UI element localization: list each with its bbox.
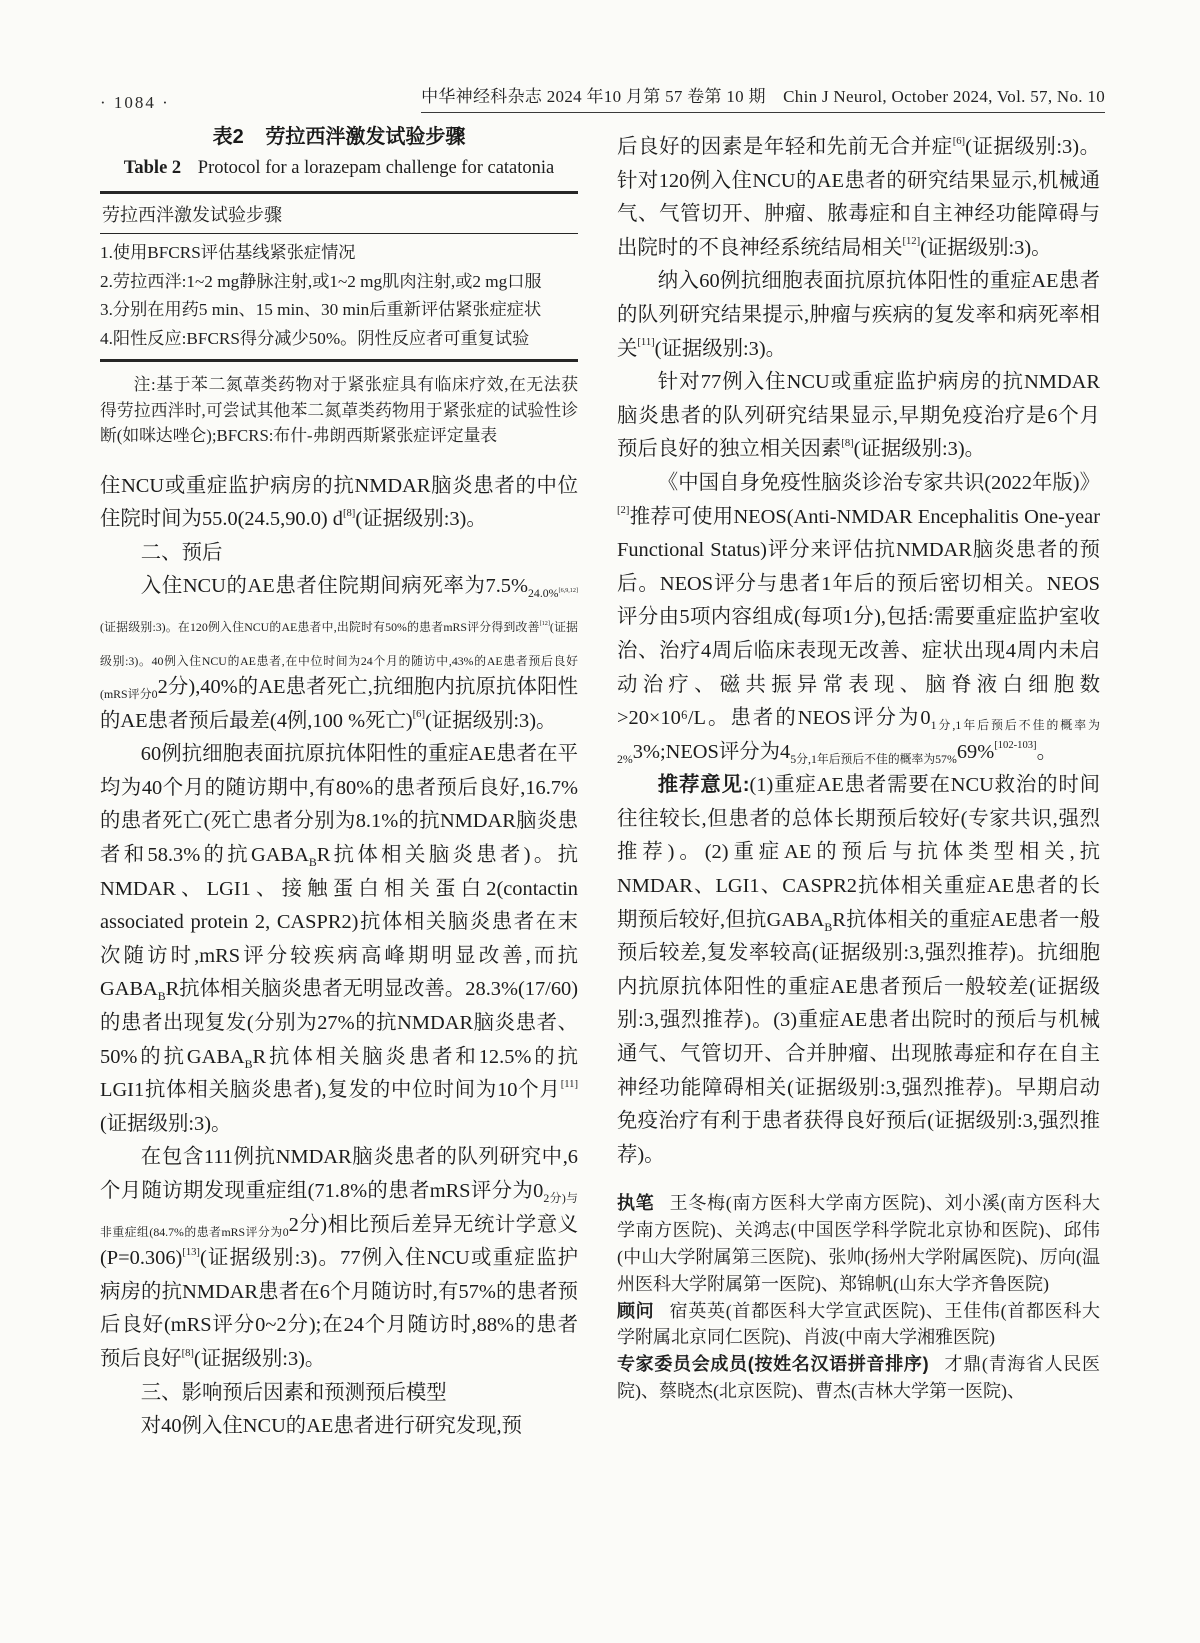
protocol-table-header: 劳拉西泮激发试验步骤 bbox=[100, 194, 578, 234]
journal-title: 中华神经科杂志 2024 年10 月第 57 卷第 10 期 Chin J Neurol, October 2024, Vol. 57, No. 10 bbox=[421, 82, 1105, 113]
left-column-body bbox=[100, 470, 578, 1444]
table-row: 2.劳拉西泮:1~2 mg静脉注射,或1~2 mg肌肉注射,或2 mg口服 bbox=[100, 271, 542, 291]
contributor-role-label: 执笔 bbox=[617, 1193, 655, 1214]
right-column bbox=[617, 110, 1100, 1405]
paragraph: 三、影响预后因素和预测预后模型 bbox=[140, 1381, 447, 1404]
paragraph: 入住NCU的AE患者住院期间病死率为$7.5\%_{24.0\%^{[6,9,12]}(证据级别:3)。在120例入住NCU的AE患者中,出院时有50\%的患者mRS评分得到改善^{[12]}(证据级别:3)。40例入住NCU的AE患者,在中位时间为24个月的随访中,43\%的AE患者预后良好(mRS评分0}2$分),40%的AE患者死亡,抗细胞内抗原抗体阳性的AE患者预后最差(4例,100 %死亡)[6](证据级别:3)。 bbox=[100, 575, 578, 732]
table-note: 注:基于苯二氮䓬类药物对于紧张症具有临床疗效,在无法获得劳拉西泮时,可尝试其他苯二氮䓬类药物用于紧张症的试验性诊断(如咪达唑仑);BFCRS:布什-弗朗西斯紧张症评定量表 bbox=[100, 375, 578, 445]
left-column bbox=[100, 120, 578, 1444]
table-caption-en-label: Table 2 bbox=[123, 158, 182, 178]
protocol-table bbox=[100, 191, 578, 362]
table-caption-en bbox=[100, 158, 578, 179]
page-number: · 1084 · bbox=[100, 93, 170, 112]
contributor-role-label: 专家委员会成员(按姓名汉语拼音排序) bbox=[617, 1354, 929, 1375]
paragraph: 在包含111例抗NMDAR脑炎患者的队列研究中,6个月随访期发现重症组(71.8%的患者mRS评分为$0_{2分)与非重症组(84.7\%的患者mRS评分为0}2$分)相比预后差异无统计学意义(P=0.306)[13](证据级别:3)。77例入住NCU或重症监护病房的抗NMDAR患者在6个月随访时,有57%的患者预后良好(mRS评分0~2分);在24个月随访时,88%的患者预后良好[8](证据级别:3)。 bbox=[100, 1146, 578, 1370]
paragraph: 住NCU或重症监护病房的抗NMDAR脑炎患者的中位住院时间为55.0(24.5,90.0) d[8](证据级别:3)。 bbox=[100, 474, 578, 531]
right-column-body bbox=[617, 131, 1100, 1172]
page-header bbox=[100, 82, 1105, 113]
contributor-entry: 专家委员会成员(按姓名汉语拼音排序) 才鼎(青海省人民医院)、蔡晓杰(北京医院)、曹杰(吉林大学第一医院)、 bbox=[617, 1354, 1100, 1401]
table-caption-zh-label: 表2 bbox=[212, 126, 244, 148]
paragraph: 纳入60例抗细胞表面抗原抗体阳性的重症AE患者的队列研究结果提示,肿瘤与疾病的复发率和病死率相关[11](证据级别:3)。 bbox=[617, 270, 1100, 360]
paragraph: 60例抗细胞表面抗原抗体阳性的重症AE患者在平均为40个月的随访期中,有80%的患者预后良好,16.7%的患者死亡(死亡患者分别为8.1%的抗NMDAR脑炎患者和58.3%的抗$GABA_BR$抗体相关脑炎患者)。抗NMDAR、LGI1、接触蛋白相关蛋白2(contactin associated protein 2, CASPR2)抗体相关脑炎患者在末次随访时,mRS评分较疾病高峰期明显改善,而抗$GABA_BR$抗体相关脑炎患者无明显改善。28.3%(17/60)的患者出现复发(分别为27%的抗NMDAR脑炎患者、50%的抗$GABA_BR$抗体相关脑炎患者和12.5%的抗LGI1抗体相关脑炎患者),复发的中位时间为10个月[11](证据级别:3)。 bbox=[100, 743, 578, 1135]
contributors-section bbox=[617, 1190, 1100, 1404]
protocol-table-rows bbox=[100, 234, 578, 359]
contributor-entry: 顾问 宿英英(首都医科大学宣武医院)、王佳伟(首都医科大学附属北京同仁医院)、肖波(中南大学湘雅医院) bbox=[617, 1300, 1101, 1348]
paragraph: 针对77例入住NCU或重症监护病房的抗NMDAR脑炎患者的队列研究结果显示,早期免疫治疗是6个月预后良好的独立相关因素[8](证据级别:3)。 bbox=[617, 371, 1100, 461]
paragraph: 《中国自身免疫性脑炎诊治专家共识(2022年版)》[2]推荐可使用NEOS(Anti-NMDAR Encephalitis One-year Functional Status)评分来评估抗NMDAR脑炎患者的预后。NEOS评分与患者1年后的预后密切相关。NEOS评分由5项内容组成(每项1分),包括:需要重症监护室收治、治疗4周后临床表现无改善、症状出现4周内未启动治疗、磁共振异常表现、脑脊液白细胞数>20×10⁶/L。患者的NEOS评分为$0_{1分,1年后预后不佳的概率为2\%}3\%;NEOS$评分为$4_{5分,1年后预后不佳的概率为57\%}69\%[102-103]$。 bbox=[617, 471, 1100, 766]
contributor-role-label: 顾问 bbox=[617, 1300, 655, 1321]
table-caption-en-title: Protocol for a lorazepam challenge for catatonia bbox=[197, 158, 555, 178]
contributor-entry: 执笔 王冬梅(南方医科大学南方医院)、刘小溪(南方医科大学南方医院)、关鸿志(中国医学科学院北京协和医院)、邱伟(中山大学附属第三医院)、张帅(扬州大学附属医院)、厉向(温州医科大学附属第一医院)、郑锦帆(山东大学齐鲁医院) bbox=[617, 1193, 1101, 1294]
table-row: 4.阳性反应:BFCRS得分减少50%。阴性反应者可重复试验 bbox=[100, 328, 530, 348]
table-row: 3.分别在用药5 min、15 min、30 min后重新评估紧张症症状 bbox=[100, 300, 542, 319]
table-caption-zh-title: 劳拉西泮激发试验步骤 bbox=[265, 126, 466, 148]
paragraph: 二、预后 bbox=[140, 541, 223, 564]
paragraph-lead: 推荐意见: bbox=[657, 774, 750, 797]
paragraph: 推荐意见:(1)重症AE患者需要在NCU救治的时间往往较长,但患者的总体长期预后较好(专家共识,强烈推荐)。(2)重症AE的预后与抗体类型相关,抗NMDAR、LGI1、CASPR2抗体相关重症AE患者的长期预后较好,但抗$GABA_BR$抗体相关的重症AE患者一般预后较差,复发率较高(证据级别:3,强烈推荐)。抗细胞内抗原抗体阳性的重症AE患者预后一般较差(证据级别:3,强烈推荐)。(3)重症AE患者出院时的预后与机械通气、气管切开、合并肿瘤、出现脓毒症和存在自主神经功能障碍相关(证据级别:3,强烈推荐)。早期启动免疫治疗有利于患者获得良好预后(证据级别:3,强烈推荐)。 bbox=[617, 774, 1101, 1166]
paragraph: 对40例入住NCU的AE患者进行研究发现,预 bbox=[140, 1415, 522, 1438]
paragraph: 后良好的因素是年轻和先前无合并症[6](证据级别:3)。针对120例入住NCU的AE患者的研究结果显示,机械通气、气管切开、肿瘤、脓毒症和自主神经功能障碍与出院时的不良神经系统结局相关[12](证据级别:3)。 bbox=[617, 135, 1100, 259]
table-row: 1.使用BFCRS评估基线紧张症情况 bbox=[100, 243, 356, 262]
table-caption-zh bbox=[100, 120, 578, 149]
